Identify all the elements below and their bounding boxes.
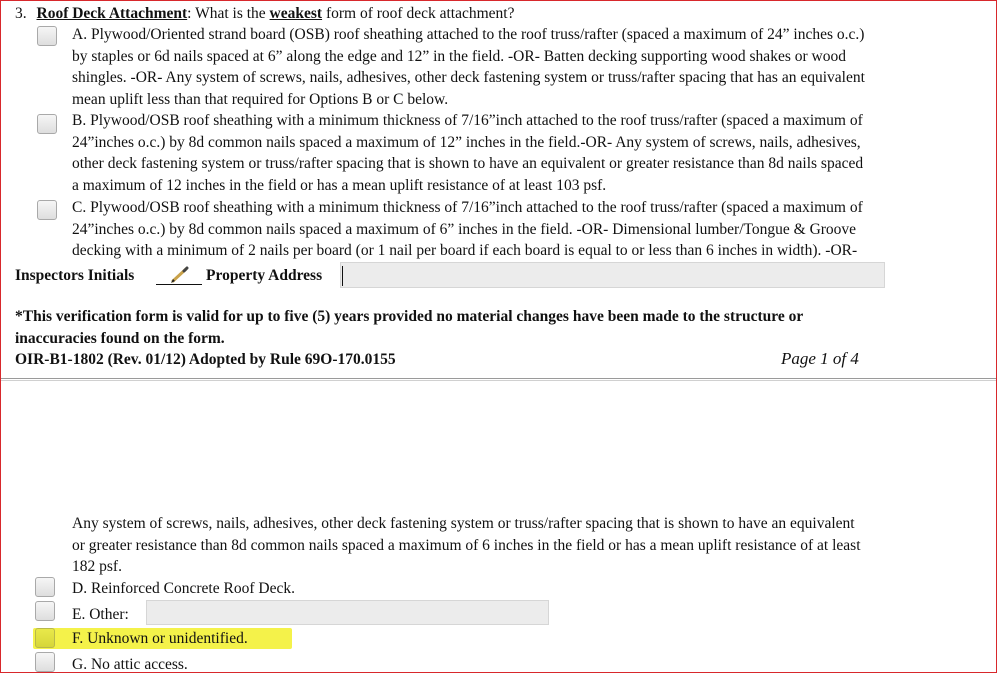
initials-field[interactable]	[156, 266, 202, 285]
option-b-line: B. Plywood/OSB roof sheathing with a minimum thickness of 7/16”inch attached to the roof truss/rafter (spaced a maximum of	[72, 112, 863, 129]
option-c-continuation	[72, 513, 984, 578]
option-b-checkbox[interactable]	[37, 114, 57, 134]
option-a-line: by staples or 6d nails spaced at 6” along the edge and 12” in the field. -OR- Batten decking supporting wood shakes or wood	[72, 47, 846, 65]
initials-label: Inspectors Initials	[15, 267, 135, 284]
question-weakest: weakest	[269, 5, 323, 22]
question-text-pre: : What is the	[187, 5, 266, 22]
option-g-text: G. No attic access.	[72, 656, 188, 673]
property-address-label-text: Property Address	[206, 267, 323, 284]
question-text-post: form of roof deck attachment?	[325, 5, 515, 22]
option-b-line: other deck fastening system or truss/rafter spacing that is shown to have an equivalent or greater resistance than 8d nails spaced	[72, 155, 864, 172]
option-a-line: A. Plywood/Oriented strand board (OSB) roof sheathing attached to the roof truss/rafter (spaced a maximum of 24” inches o.c.)	[72, 26, 865, 43]
option-c-checkbox[interactable]	[37, 200, 57, 220]
option-c-line: decking with a minimum of 2 nails per board (or 1 nail per board if each board is equal to or less than 6 inches in width). -OR-	[72, 242, 858, 259]
option-d-checkbox[interactable]	[35, 577, 55, 597]
verification-line: inaccuracies found on the form.	[15, 329, 225, 347]
option-b-line: a maximum of 12 inches in the field or has a mean uplift resistance of at least 103 psf.	[72, 176, 607, 194]
text-cursor	[342, 266, 343, 286]
option-g-checkbox[interactable]	[35, 652, 55, 672]
option-c-text	[72, 197, 984, 262]
inspector-initials-row	[15, 265, 134, 287]
option-e-other-field[interactable]	[146, 600, 549, 625]
option-b-text	[72, 110, 984, 196]
property-address-field[interactable]	[340, 262, 885, 288]
option-a-checkbox[interactable]	[37, 26, 57, 46]
option-f-checkbox[interactable]	[35, 628, 55, 648]
form-id-text: OIR-B1-1802 (Rev. 01/12) Adopted by Rule 69O-170.0155	[15, 351, 396, 368]
option-e-text: E. Other:	[72, 606, 129, 623]
option-a-line: mean uplift less than that required for Options B or C below.	[72, 90, 449, 108]
option-b-line: 24”inches o.c.) by 8d common nails spaced a maximum of 12” inches in the field.-OR- Any system of screws, nails, adhesives,	[72, 133, 861, 151]
option-c-line: C. Plywood/OSB roof sheathing with a minimum thickness of 7/16”inch attached to the roof truss/rafter (spaced a maximum of	[72, 199, 863, 216]
question-number: 3.	[15, 5, 27, 22]
verification-notice	[15, 306, 803, 349]
continuation-line: Any system of screws, nails, adhesives, other deck fastening system or truss/rafter spacing that is shown to have an equivalent	[72, 515, 855, 532]
question-title: Roof Deck Attachment	[36, 5, 188, 22]
pencil-icon	[168, 266, 192, 284]
page-break-shadow	[1, 380, 996, 381]
form-id	[15, 349, 396, 371]
page-break-line	[1, 378, 996, 379]
option-a-line: shingles. -OR- Any system of screws, nails, adhesives, other deck fastening system or truss/rafter spacing that has an equivalent	[72, 69, 865, 86]
option-a-text	[72, 24, 984, 110]
option-e-checkbox[interactable]	[35, 601, 55, 621]
question-3-heading	[15, 3, 514, 25]
page-number: Page 1 of 4	[781, 349, 859, 368]
property-address-label	[206, 265, 322, 287]
verification-line: *This verification form is valid for up to five (5) years provided no material changes have been made to the structure or	[15, 308, 804, 325]
option-c-line: 24”inches o.c.) by 8d common nails spaced a maximum of 6” inches in the field. -OR- Dimensional lumber/Tongue & Groove	[72, 220, 857, 238]
option-d-text: D. Reinforced Concrete Roof Deck.	[72, 580, 295, 597]
continuation-line: or greater resistance than 8d common nails spaced a maximum of 6 inches in the field or has a mean uplift resistance of at least	[72, 536, 861, 554]
continuation-line: 182 psf.	[72, 558, 122, 575]
option-f-text: F. Unknown or unidentified.	[72, 630, 248, 647]
